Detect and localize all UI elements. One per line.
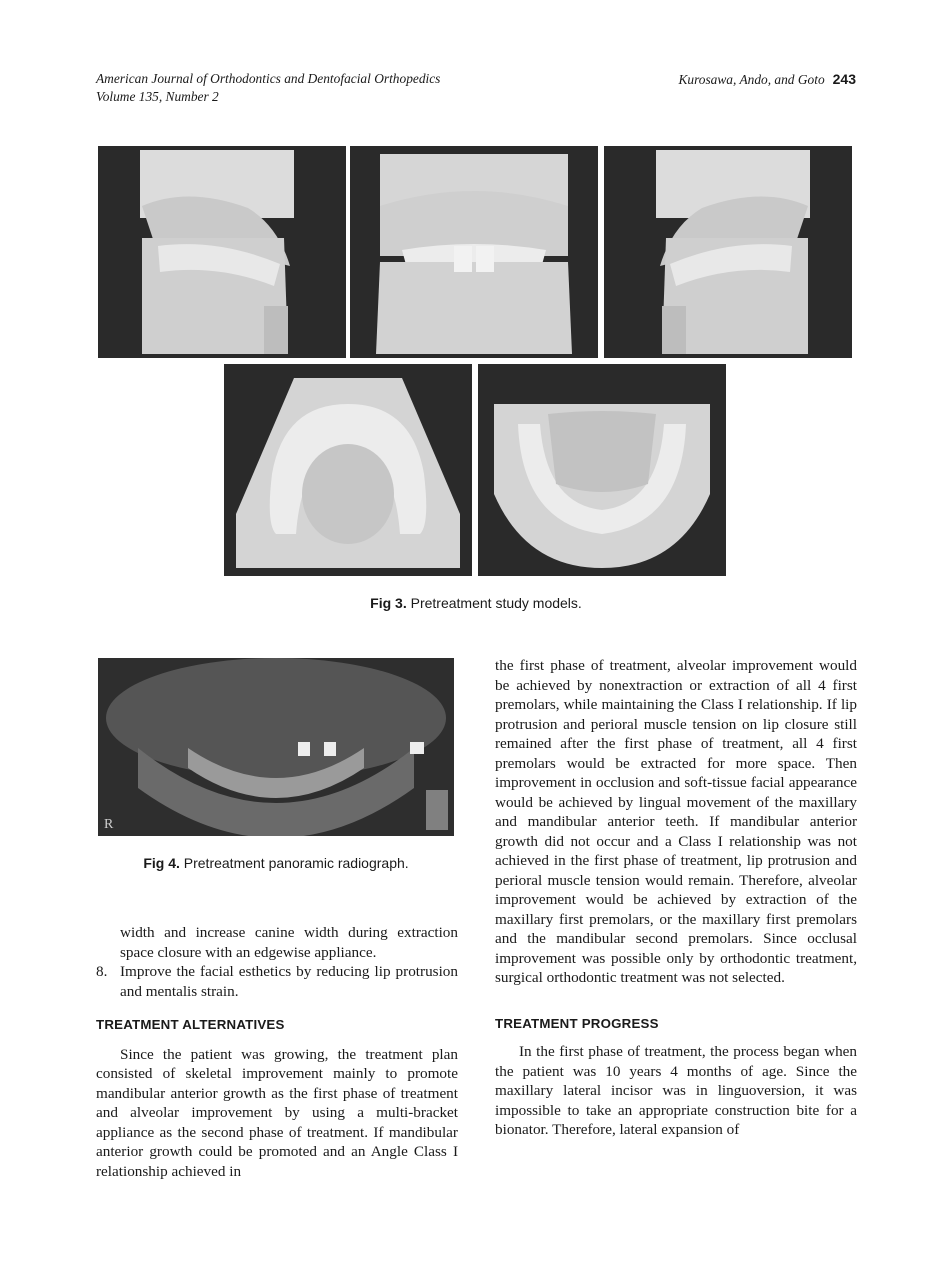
list-continuation-text: width and increase canine width during extraction space closure with an edgewise appliance. — [120, 924, 458, 961]
list-item-number: 8. — [96, 963, 108, 980]
figure4-label: Fig 4. — [143, 855, 180, 871]
journal-title: American Journal of Orthodontics and Dentofacial Orthopedics — [96, 71, 441, 86]
paragraph-treatment-progress: In the first phase of treatment, the process began when the patient was 10 years 4 months of age. Since the maxillary lateral incisor was in linguoversion, it was impossible to take an appropriate construction bite for a bionator. Therefore, lateral expansion of — [495, 1043, 857, 1138]
figure3-label: Fig 3. — [370, 595, 407, 611]
paragraph-treatment-alternatives: Since the patient was growing, the treatment plan consisted of skeletal improvement mainly to promote mandibular anterior growth as the first phase of treatment and alveolar improvement by using a multi-bracket appliance as the second phase of treatment. If mandibular anterior growth could be promoted and an Angle Class I relationship achieved in — [96, 1045, 458, 1180]
figure3-caption — [96, 595, 856, 611]
right-column — [495, 656, 857, 1140]
section-heading-treatment-alternatives: TREATMENT ALTERNATIVES — [96, 1017, 285, 1032]
model-photo-frontal — [350, 146, 598, 358]
list-item-8 — [96, 962, 458, 1001]
authors: Kurosawa, Ando, and Goto — [678, 72, 825, 87]
model-photo-left-lateral — [604, 146, 852, 358]
model-photo-maxillary-occlusal — [224, 364, 472, 576]
page-number: 243 — [832, 71, 856, 87]
figure3-caption-text: Pretreatment study models. — [410, 595, 582, 611]
list-item-7-continuation — [96, 923, 458, 962]
journal-info — [96, 70, 440, 106]
panoramic-radiograph — [98, 658, 454, 836]
journal-volume: Volume 135, Number 2 — [96, 89, 219, 104]
model-photo-right-lateral — [98, 146, 346, 358]
author-page — [678, 70, 856, 89]
section-heading-treatment-progress: TREATMENT PROGRESS — [495, 1015, 659, 1031]
paragraph-continuation: the first phase of treatment, alveolar improvement would be achieved by nonextraction or extraction of all 4 first premolars, while maintaining the Class I relationship. If lip protrusion and perioral muscle tension on lip closure still remained after the first phase of treatment, all 4 first premolars would be extracted for more space. Then improvement in occlusion and soft-tissue facial appearance would be achieved by lingual movement of the maxillary and mandibular anterior teeth. If mandibular anterior growth did not occur and a Class I relationship was not achieved in the first phase of treatment, lip protrusion and perioral muscle tension would remain. Therefore, alveolar improvement would be achieved by extraction of the maxillary first premolars, or the maxillary first premolars and the mandibular second premolars. Since occlusal improvement was possible only by orthodontic treatment, surgical orthodontic treatment was not selected. — [495, 657, 857, 986]
model-photo-mandibular-occlusal — [478, 364, 726, 576]
radiograph-marker: R — [104, 817, 114, 832]
left-column — [96, 923, 458, 1181]
list-item-text: Improve the facial esthetics by reducing lip protrusion and mentalis strain. — [120, 963, 458, 1000]
figure4-caption — [98, 855, 454, 871]
figure4-caption-text: Pretreatment panoramic radiograph. — [183, 855, 409, 871]
